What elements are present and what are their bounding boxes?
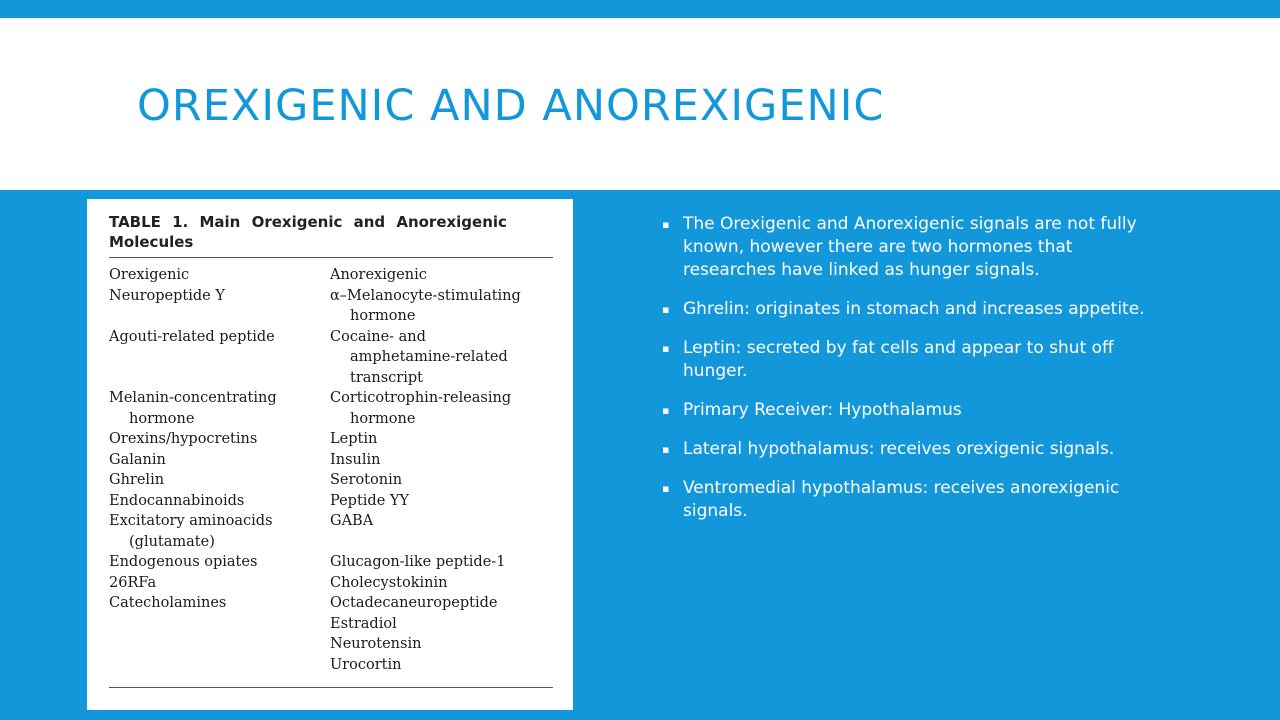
table-cell: Corticotrophin-releasing: [330, 390, 512, 406]
table-cell: Endogenous opiates: [109, 554, 258, 570]
bullet-list: [662, 213, 1162, 539]
bullet-text: Ghrelin: originates in stomach and increases appetite.: [683, 299, 1145, 319]
bullet-marker-icon: ▪: [662, 342, 670, 355]
table-cell: Cholecystokinin: [330, 574, 448, 591]
table-cell: transcript: [350, 369, 423, 386]
table-cell: Orexigenic: [109, 267, 190, 283]
table-cell: Peptide YY: [330, 492, 410, 509]
table-cell: Ghrelin: [109, 472, 165, 488]
bullet-marker-icon: ▪: [662, 303, 670, 316]
table-cell: Urocortin: [330, 656, 402, 673]
table-cell: amphetamine-related: [350, 349, 508, 365]
anorexigenic-column: [330, 265, 560, 675]
bullet-marker-icon: ▪: [662, 482, 670, 495]
table-cell: Galanin: [109, 451, 166, 468]
bullet-text: The Orexigenic and Anorexigenic signals are not fully known, however there are two hormones that researches have linked as hunger signals.: [683, 214, 1137, 280]
table-cell: [109, 347, 324, 368]
bullet-text: Primary Receiver: Hypothalamus: [683, 400, 962, 420]
orexigenic-column: [109, 265, 324, 614]
table-top-rule: [109, 257, 553, 258]
table-cell: (glutamate): [129, 533, 215, 550]
bullet-text: Leptin: secreted by fat cells and appear to shut off hunger.: [683, 338, 1114, 381]
table-cell: Neuropeptide Y: [109, 287, 225, 304]
bullet-item: [662, 477, 1162, 523]
table-cell: GABA: [330, 513, 374, 529]
table-cell: Estradiol: [330, 615, 397, 632]
molecules-table-image: [87, 199, 573, 710]
table-cell: Orexins/hypocretins: [109, 431, 258, 447]
table-cell: Catecholamines: [109, 595, 227, 611]
slide-title: OREXIGENIC AND ANOREXIGENIC: [137, 81, 885, 131]
table-cell: hormone: [350, 410, 416, 427]
bullet-item: [662, 298, 1162, 321]
table-cell: Insulin: [330, 451, 381, 468]
table-cell: α–Melanocyte-stimulating: [330, 287, 521, 304]
bullet-marker-icon: ▪: [662, 218, 670, 231]
bullet-marker-icon: ▪: [662, 443, 670, 456]
table-cell: Neurotensin: [330, 636, 422, 652]
table-cell: Glucagon-like peptide-1: [330, 554, 506, 570]
table-caption: TABLE 1. Main Orexigenic and Anorexigenic Molecules: [109, 213, 507, 251]
table-cell: Octadecaneuropeptide: [330, 595, 498, 611]
table-cell: Leptin: [330, 431, 378, 447]
table-cell: [330, 532, 560, 553]
table-bottom-rule: [109, 687, 553, 688]
table-cell: Melanin-concentrating: [109, 390, 277, 406]
bullet-text: Lateral hypothalamus: receives orexigenic signals.: [683, 439, 1115, 459]
table-cell: [109, 368, 324, 389]
table-cell: [109, 306, 324, 327]
bullet-item: [662, 213, 1162, 282]
table-cell: Agouti-related peptide: [109, 328, 275, 345]
top-accent-bar: [0, 0, 1280, 18]
table-cell: Serotonin: [330, 472, 403, 488]
bullet-text: Ventromedial hypothalamus: receives anorexigenic signals.: [683, 478, 1120, 521]
bullet-item: [662, 438, 1162, 461]
table-cell: Excitatory aminoacids: [109, 513, 273, 529]
table-cell: Endocannabinoids: [109, 492, 245, 509]
table-cell: hormone: [350, 308, 416, 324]
table-cell: 26RFa: [109, 574, 157, 591]
bullet-item: [662, 399, 1162, 422]
table-cell: Anorexigenic: [330, 267, 427, 283]
table-cell: Cocaine- and: [330, 328, 426, 345]
bullet-item: [662, 337, 1162, 383]
bullet-marker-icon: ▪: [662, 404, 670, 417]
table-cell: hormone: [129, 410, 195, 427]
